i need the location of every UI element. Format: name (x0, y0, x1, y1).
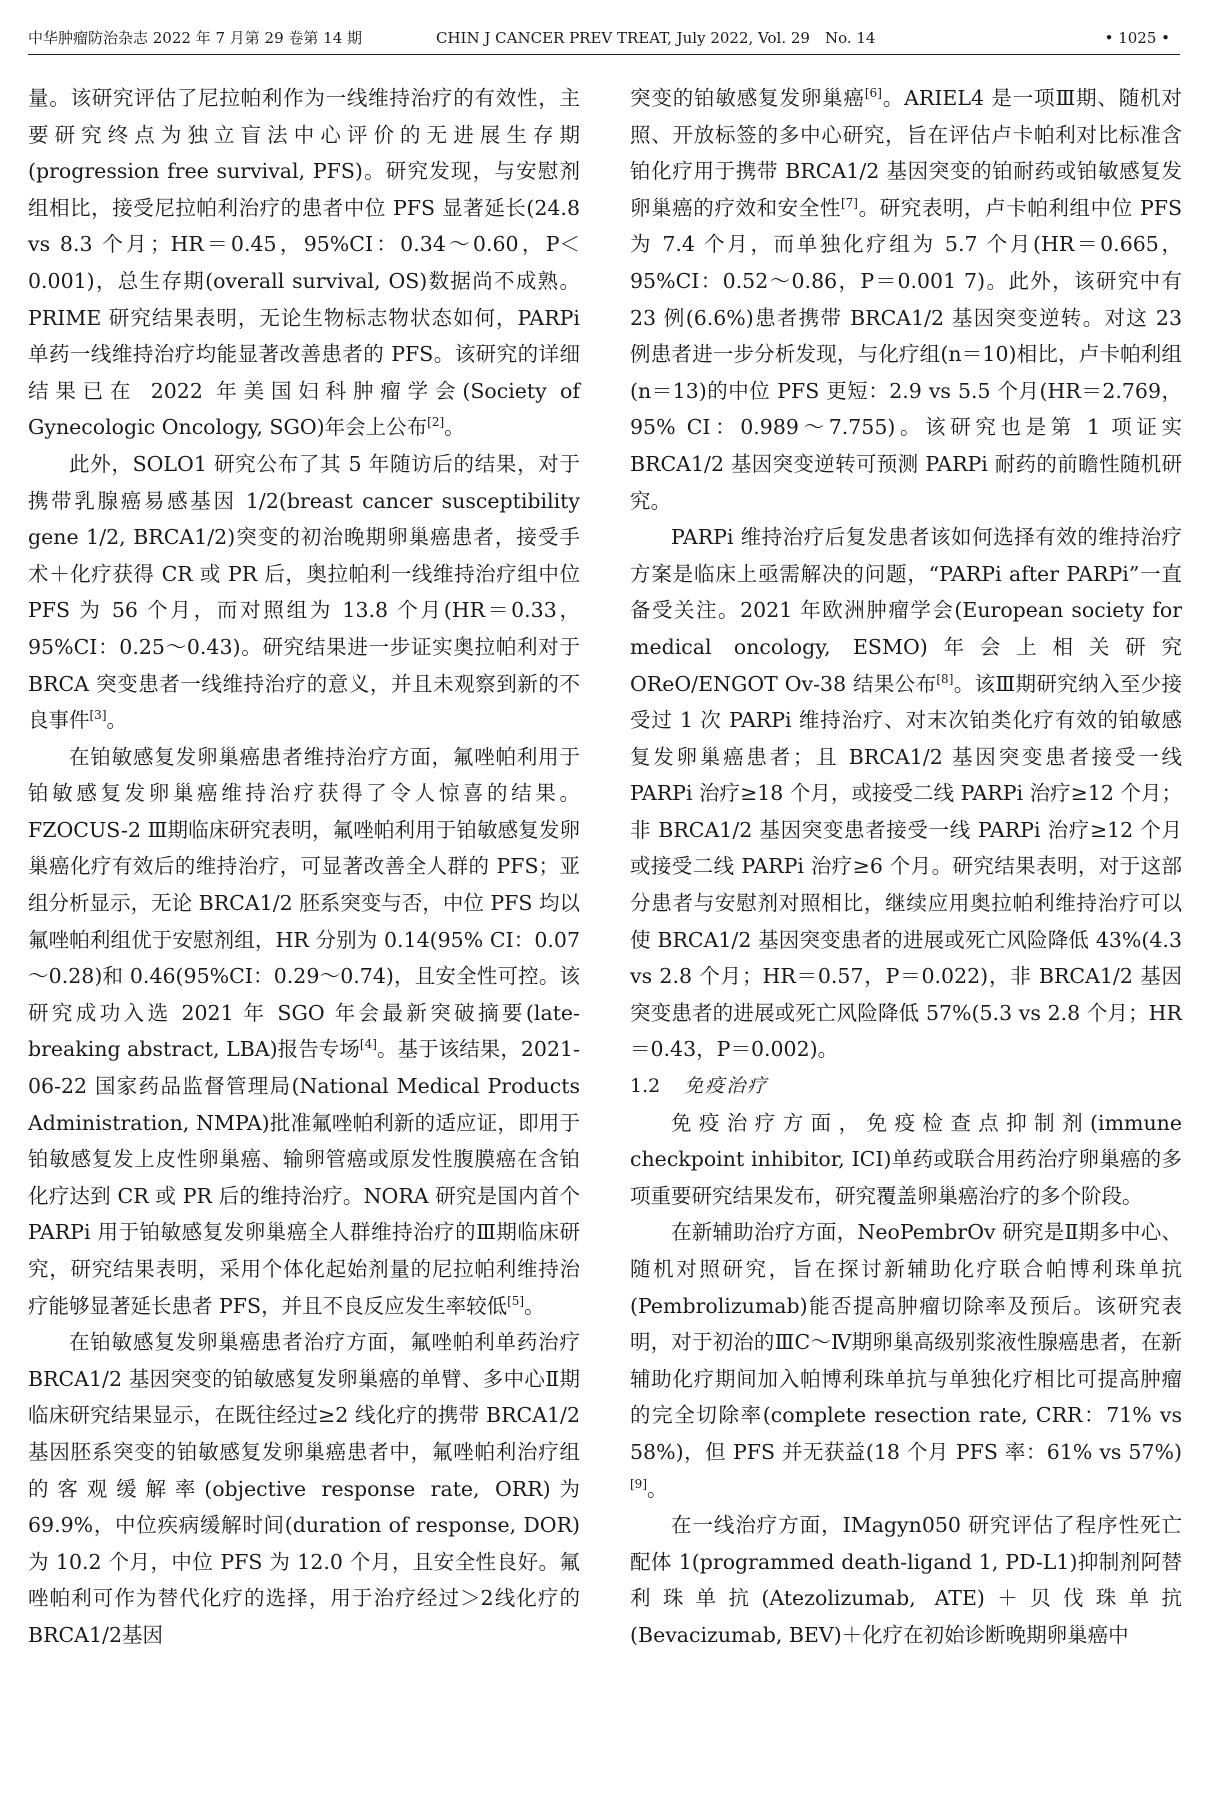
header-page-number: • 1025 • (1104, 29, 1170, 47)
section-title: 免疫治疗 (684, 1075, 769, 1098)
right-column (630, 80, 1182, 1654)
section-heading (630, 1068, 1182, 1105)
paragraph: 在一线治疗方面，IMagyn050 研究评估了程序性死亡配体 1(programmed death-ligand 1, PD-L1)抑制剂阿替利珠单抗(Atezolizumab, ATE)＋贝伐珠单抗(Bevacizumab, BEV)＋化疗在初始诊断晚期卵巢癌中 (630, 1513, 1182, 1647)
paragraph: 量。该研究评估了尼拉帕利作为一线维持治疗的有效性，主要研究终点为独立盲法中心评价的无进展生存期(progression free survival, PFS)。研究发现，与安慰剂组相比，接受尼拉帕利治疗的患者中位 PFS 显著延长(24.8 vs 8.3 个月；HR＝0.45，95%CI：0.34～0.60，P＜0.001)，总生存期(overall survival, OS)数据尚不成熟。PRIME 研究结果表明，无论生物标志物状态如何，PARPi 单药一线维持治疗均能显著改善患者的 PFS。该研究的详细结果已在 2022 年美国妇科肿瘤学会(Society of Gynecologic Oncology, SGO)年会上公布[2]。 (28, 86, 580, 440)
header-journal-cn: 中华肿瘤防治杂志 2022 年 7 月第 29 卷第 14 期 (28, 29, 363, 47)
paragraph: 在新辅助治疗方面，NeoPembrOv 研究是Ⅱ期多中心、随机对照研究，旨在探讨新辅助化疗联合帕博利珠单抗(Pembrolizumab)能否提高肿瘤切除率及预后。该研究表明，对于初治的ⅢC～Ⅳ期卵巢高级别浆液性腺癌患者，在新辅助化疗期间加入帕博利珠单抗与单独化疗相比可提高肿瘤的完全切除率(complete resection rate, CRR：71% vs 58%)，但 PFS 并无获益(18 个月 PFS 率：61% vs 57%)[9]。 (630, 1220, 1182, 1501)
section-number: 1.2 (630, 1075, 661, 1098)
citation[interactable]: [7] (840, 195, 858, 210)
citation[interactable]: [2] (427, 415, 445, 430)
left-column (28, 80, 580, 1654)
paragraph: 免疫治疗方面，免疫检查点抑制剂(immune checkpoint inhibitor, ICI)单药或联合用药治疗卵巢癌的多项重要研究结果发布，研究覆盖卵巢癌治疗的多个阶段。 (630, 1110, 1182, 1208)
paragraph: PARPi 维持治疗后复发患者该如何选择有效的维持治疗方案是临床上亟需解决的问题，“PARPi after PARPi”一直备受关注。2021 年欧洲肿瘤学会(European society for medical oncology, ESMO)年会上相关研究 OReO/ENGOT Ov-38 结果公布[8]。该Ⅲ期研究纳入至少接受过 1 次 PARPi 维持治疗、对末次铂类化疗有效的铂敏感复发卵巢癌患者；且 BRCA1/2 基因突变患者接受一线 PARPi 治疗≥18 个月，或接受二线 PARPi 治疗≥12 个月；非 BRCA1/2 基因突变患者接受一线 PARPi 治疗≥12 个月或接受二线 PARPi 治疗≥6 个月。研究结果表明，对于这部分患者与安慰剂对照相比，继续应用奥拉帕利维持治疗可以使 BRCA1/2 基因突变患者的进展或死亡风险降低 43%(4.3 vs 2.8 个月；HR＝0.57，P＝0.022)，非 BRCA1/2 基因突变患者的进展或死亡风险降低 57%(5.3 vs 2.8 个月；HR＝0.43，P＝0.002)。 (630, 525, 1182, 1062)
citation[interactable]: [5] (507, 1293, 525, 1308)
paragraph: 在铂敏感复发卵巢癌患者治疗方面，氟唑帕利单药治疗 BRCA1/2 基因突变的铂敏感复发卵巢癌的单臂、多中心Ⅱ期临床研究结果显示，在既往经过≥2 线化疗的携带 BRCA1/2 基因胚系突变的铂敏感复发卵巢癌患者中，氟唑帕利治疗组的客观缓解率(objective response rate, ORR)为 69.9%，中位疾病缓解时间(duration of response, DOR)为 10.2 个月，中位 PFS 为 12.0 个月，且安全性良好。氟唑帕利可作为替代化疗的选择，用于治疗经过＞2线化疗的BRCA1/2基因 (28, 1330, 580, 1647)
citation[interactable]: [9] (630, 1476, 647, 1491)
citation[interactable]: [4] (359, 1037, 377, 1052)
paragraph: 突变的铂敏感复发卵巢癌[6]。ARIEL4 是一项Ⅲ期、随机对照、开放标签的多中心研究，旨在评估卢卡帕利对比标准含铂化疗用于携带 BRCA1/2 基因突变的铂耐药或铂敏感复发卵巢癌的疗效和安全性[7]。研究表明，卢卡帕利组中位 PFS 为 7.4 个月，而单独化疗组为 5.7 个月(HR＝0.665，95%CI：0.52～0.86，P＝0.001 7)。此外，该研究中有 23 例(6.6%)患者携带 BRCA1/2 基因突变逆转。对这 23 例患者进一步分析发现，与化疗组(n＝10)相比，卢卡帕利组(n＝13)的中位 PFS 更短：2.9 vs 5.5 个月(HR＝2.769，95% CI：0.989～7.755)。该研究也是第 1 项证实 BRCA1/2 基因突变逆转可预测 PARPi 耐药的前瞻性随机研究。 (630, 86, 1182, 513)
paragraph: 在铂敏感复发卵巢癌患者维持治疗方面，氟唑帕利用于铂敏感复发卵巢癌维持治疗获得了令人惊喜的结果。FZOCUS-2 Ⅲ期临床研究表明，氟唑帕利用于铂敏感复发卵巢癌化疗有效后的维持治疗，可显著改善全人群的 PFS；亚组分析显示，无论 BRCA1/2 胚系突变与否，中位 PFS 均以氟唑帕利组优于安慰剂组，HR 分别为 0.14(95% CI：0.07～0.28)和 0.46(95%CI：0.29～0.74)，且安全性可控。该研究成功入选 2021 年 SGO 年会最新突破摘要(late-breaking abstract, LBA)报告专场[4]。基于该结果，2021-06-22 国家药品监督管理局(National Medical Products Administration, NMPA)批准氟唑帕利新的适应证，即用于铂敏感复发上皮性卵巢癌、输卵管癌或原发性腹膜癌在含铂化疗达到 CR 或 PR 后的维持治疗。NORA 研究是国内首个 PARPi 用于铂敏感复发卵巢癌全人群维持治疗的Ⅲ期临床研究，研究结果表明，采用个体化起始剂量的尼拉帕利维持治疗能够显著延长患者 PFS，并且不良反应发生率较低[5]。 (28, 744, 580, 1318)
header-journal-en: CHIN J CANCER PREV TREAT, July 2022, Vol. 29 No. 14 (436, 29, 876, 47)
citation[interactable]: [3] (89, 708, 107, 723)
citation[interactable]: [8] (936, 671, 954, 686)
paragraph: 此外，SOLO1 研究公布了其 5 年随访后的结果，对于携带乳腺癌易感基因 1/2(breast cancer susceptibility gene 1/2, BRCA1/2)突变的初治晚期卵巢癌患者，接受手术＋化疗获得 CR 或 PR 后，奥拉帕利一线维持治疗组中位 PFS 为 56 个月，而对照组为 13.8 个月(HR＝0.33，95%CI：0.25～0.43)。研究结果进一步证实奥拉帕利对于 BRCA 突变患者一线维持治疗的意义，并且未观察到新的不良事件[3]。 (28, 451, 580, 733)
running-header (28, 24, 1180, 55)
citation[interactable]: [6] (864, 86, 882, 101)
